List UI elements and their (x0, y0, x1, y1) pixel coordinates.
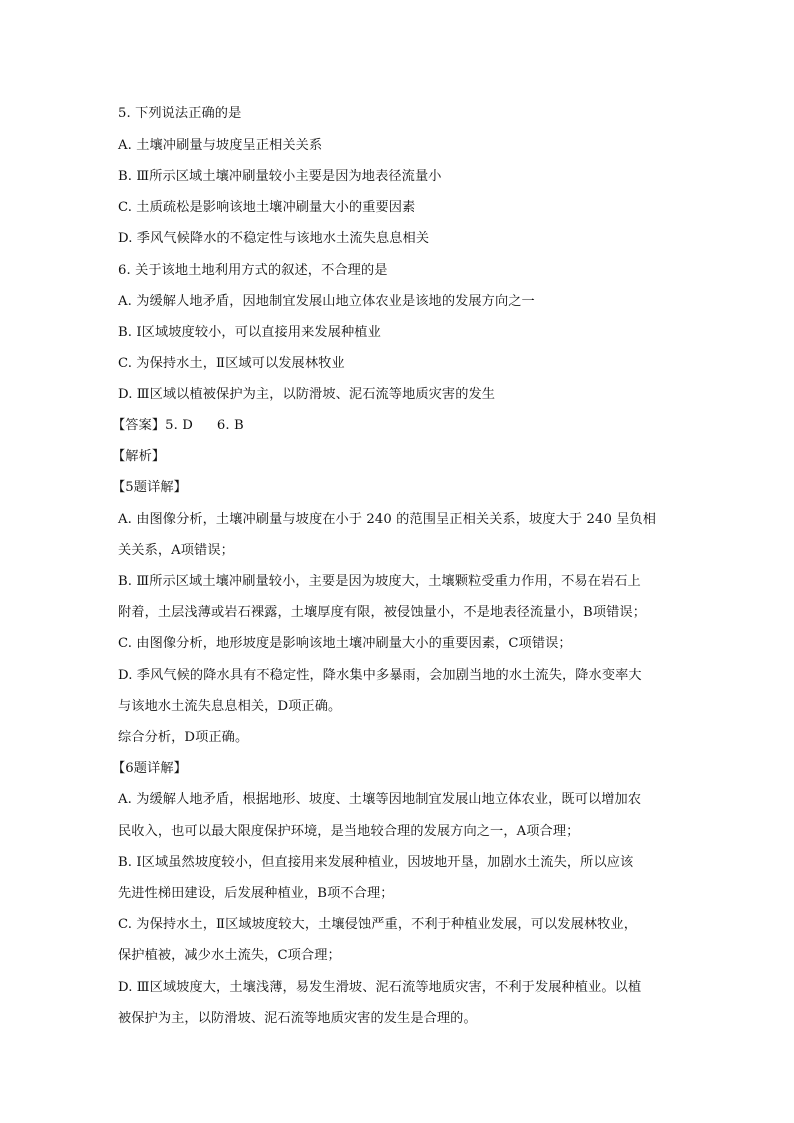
q6-option-d: D. Ⅲ区域以植被保护为主，以防滑坡、泥石流等地质灾害的发生 (118, 387, 496, 402)
q6-detail-line: B. Ⅰ区域虽然坡度较小，但直接用来发展种植业，因坡地开垦，加剧水土流失，所以应该 (118, 855, 634, 870)
q5-option-a: A. 土壤冲刷量与坡度呈正相关关系 (118, 138, 323, 153)
q5-option-b: B. Ⅲ所示区域土壤冲刷量较小主要是因为地表径流量小 (118, 169, 442, 184)
q5-summary: 综合分析，D项正确。 (118, 730, 249, 745)
q6-detail-line: D. Ⅲ区域坡度大，土壤浅薄，易发生滑坡、泥石流等地质灾害，不利于发展种植业。以植 (118, 980, 642, 995)
q6-option-b: B. Ⅰ区域坡度较小，可以直接用来发展种植业 (118, 325, 381, 340)
q5-detail-line: 与该地水土流失息息相关，D项正确。 (118, 699, 342, 714)
answer-label: 【答案】5. D (112, 418, 193, 433)
q5-detail-line: A. 由图像分析，土壤冲刷量与坡度在小于 240 的范围呈正相关关系，坡度大于 240 呈负相 (118, 512, 657, 527)
q5-detail-line: C. 由图像分析，地形坡度是影响该地土壤冲刷量大小的重要因素，C项错误； (118, 636, 572, 651)
q6-detail-line: 先进性梯田建设，后发展种植业，B项不合理； (118, 886, 394, 901)
q5-detail-line: D. 季风气候的降水具有不稳定性，降水集中多暴雨，会加剧当地的水土流失，降水变率大 (118, 668, 642, 683)
q6-detail-header: 【6题详解】 (112, 761, 187, 776)
q6-option-a: A. 为缓解人地矛盾，因地制宜发展山地立体农业是该地的发展方向之一 (118, 294, 535, 309)
q5-option-c: C. 土质疏松是影响该地土壤冲刷量大小的重要因素 (118, 200, 416, 215)
answer-second: 6. B (216, 418, 244, 433)
analysis-header: 【解析】 (112, 449, 166, 464)
q5-detail-line: 附着，土层浅薄或岩石裸露，土壤厚度有限，被侵蚀量小，不是地表径流量小，B项错误； (118, 605, 646, 620)
q5-detail-header: 【5题详解】 (112, 480, 187, 495)
q5-detail-line: 关关系，A项错误； (118, 543, 234, 558)
answer-line (112, 417, 682, 435)
q5-stem: 5. 下列说法正确的是 (118, 106, 242, 121)
q6-stem: 6. 关于该地土地利用方式的叙述，不合理的是 (118, 263, 388, 278)
q6-detail-line: C. 为保持水土，Ⅱ区域坡度较大，土壤侵蚀严重，不利于种植业发展，可以发展林牧业， (118, 917, 638, 932)
q6-detail-line: A. 为缓解人地矛盾，根据地形、坡度、土壤等因地制宜发展山地立体农业，既可以增加农 (118, 792, 642, 807)
q6-detail-line: 保护植被，减少水土流失，C项合理； (118, 948, 341, 963)
q6-detail-line: 被保护为主，以防滑坡、泥石流等地质灾害的发生是合理的。 (118, 1011, 477, 1026)
q6-option-c: C. 为保持水土，Ⅱ区域可以发展林牧业 (118, 356, 345, 371)
q6-detail-line: 民收入，也可以最大限度保护环境，是当地较合理的发展方向之一，A项合理； (118, 824, 580, 839)
q5-detail-line: B. Ⅲ所示区域土壤冲刷量较小，主要是因为坡度大，土壤颗粒受重力作用，不易在岩石上 (118, 574, 641, 589)
q5-option-d: D. 季风气候降水的不稳定性与该地水土流失息息相关 (118, 231, 430, 246)
